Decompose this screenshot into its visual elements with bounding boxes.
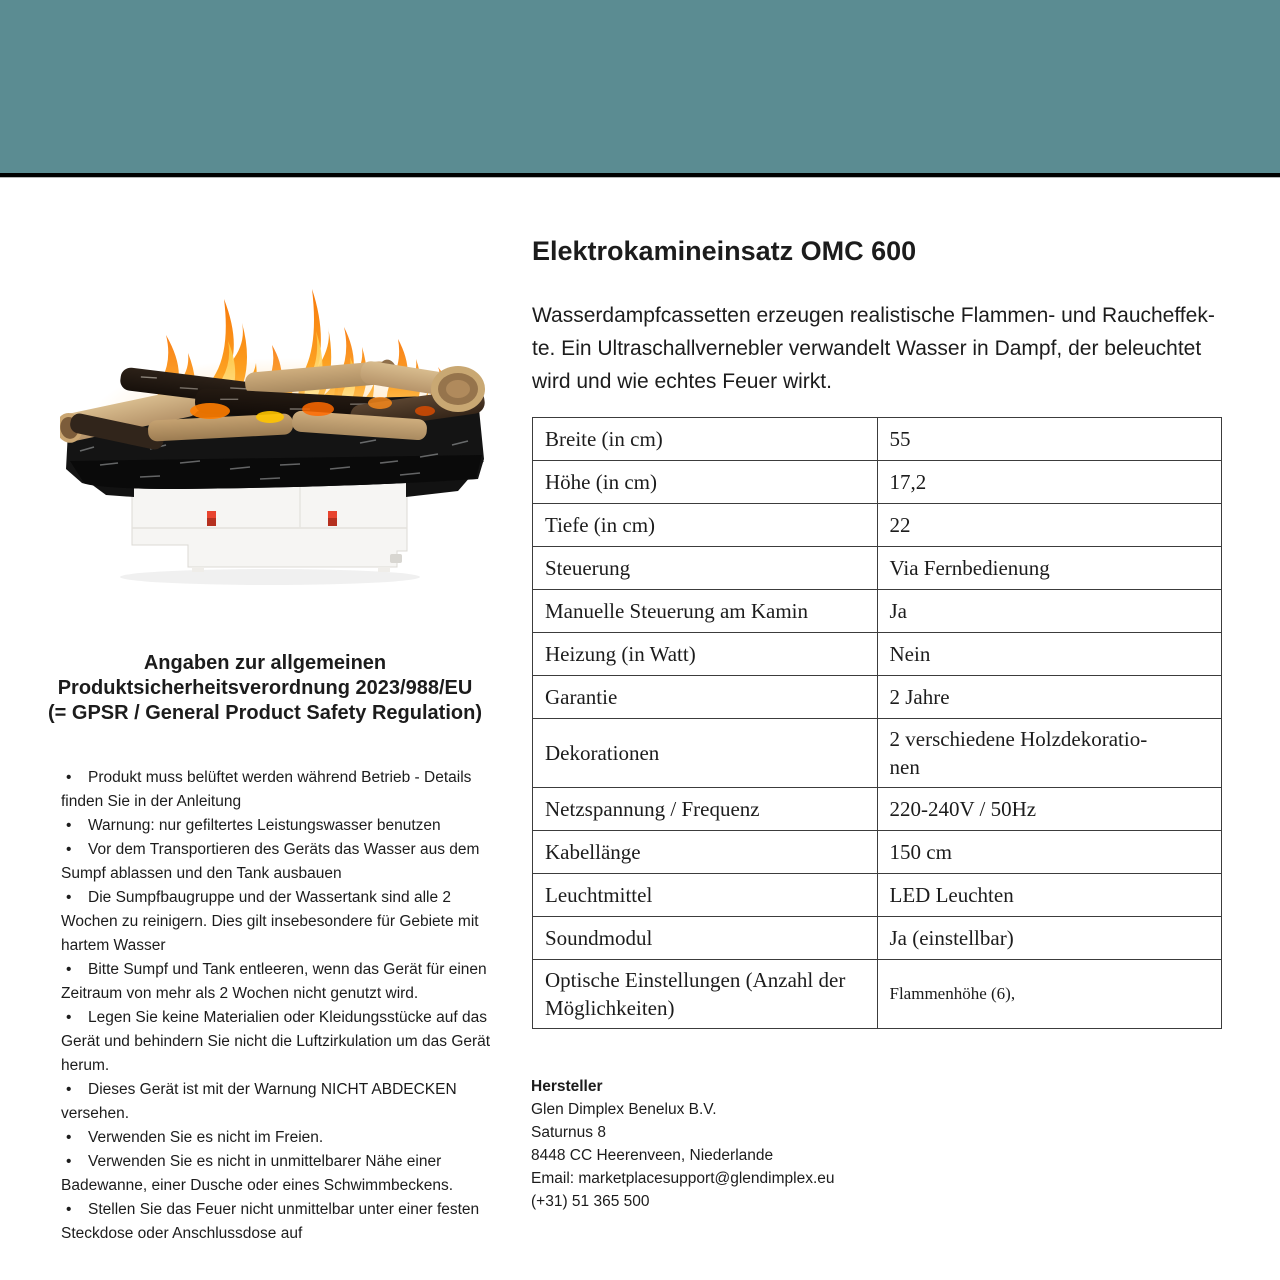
spec-label-cell: Optische Einstellungen (Anzahl der Möglichkeiten): [533, 960, 878, 1029]
spec-label-cell: Heizung (in Watt): [533, 633, 878, 676]
gpsr-list: [61, 766, 501, 1246]
spec-row: [533, 418, 1222, 461]
bullet-text: Bitte Sumpf und Tank entleeren, wenn das Gerät für einen Zeitraum von mehr als 2 Wochen nicht genutzt wird.: [61, 961, 487, 1002]
specs-table: [532, 417, 1222, 1029]
manufacturer-lines: [531, 1098, 835, 1213]
bullet-text: Die Sumpfbaugruppe und der Wassertank sind alle 2 Wochen zu reinigern. Dies gilt insebesondere für Gebiete mit hartem Wasser: [61, 889, 479, 954]
spec-label-cell: Netzspannung / Frequenz: [533, 788, 878, 831]
bullet-text: Dieses Gerät ist mit der Warnung NICHT ABDECKEN versehen.: [61, 1081, 457, 1122]
gpsr-heading-line: Angaben zur allgemeinen: [143, 652, 387, 674]
bullet-icon: •: [66, 1129, 72, 1146]
bullet-icon: •: [66, 1081, 72, 1098]
bullet-text: Warnung: nur gefiltertes Leistungswasser benutzen: [88, 817, 441, 834]
list-item: [61, 814, 501, 838]
bullet-icon: •: [66, 817, 72, 834]
bullet-icon: •: [66, 769, 72, 786]
bullet-text: Vor dem Transportieren des Geräts das Wasser aus dem Sumpf ablassen und den Tank ausbauen: [61, 841, 480, 882]
list-item: [61, 1006, 501, 1078]
spec-row: [533, 633, 1222, 676]
bullet-icon: •: [66, 1009, 72, 1026]
spec-row: [533, 461, 1222, 504]
gpsr-heading-line: Produktsicherheitsverordnung 2023/988/EU: [57, 677, 473, 699]
spec-row: [533, 874, 1222, 917]
bullet-icon: •: [66, 841, 72, 858]
list-item: [61, 766, 501, 814]
spec-value-cell: Via Fernbedienung: [877, 547, 1222, 590]
spec-label-cell: Kabellänge: [533, 831, 878, 874]
spec-value-cell: Ja: [877, 590, 1222, 633]
list-item: [61, 838, 501, 886]
header-band: [0, 0, 1280, 173]
fireplace-insert-graphic: [60, 283, 500, 613]
list-item: [61, 1198, 501, 1246]
spec-label-cell: Breite (in cm): [533, 418, 878, 461]
spec-label-cell: Manuelle Steuerung am Kamin: [533, 590, 878, 633]
spec-row: [533, 788, 1222, 831]
spec-row: [533, 590, 1222, 633]
manufacturer-line: Email: marketplacesupport@glendimplex.eu: [531, 1170, 835, 1187]
list-item: [61, 1078, 501, 1126]
manufacturer-line: (+31) 51 365 500: [531, 1193, 650, 1210]
bullet-icon: •: [66, 889, 72, 906]
bullet-icon: •: [66, 1201, 72, 1218]
spec-row: [533, 960, 1222, 1029]
spec-label-cell: Dekorationen: [533, 719, 878, 788]
gpsr-heading: [30, 651, 500, 726]
list-item: [61, 1126, 501, 1150]
shadow: [120, 569, 420, 585]
product-description: Wasserdampfcassetten erzeugen realistische Flammen- und Raucheffekte. Ein Ultraschallvernebler verwandelt Wasser in Dampf, der beleuchtet wird und wie echtes Feuer wirkt.: [532, 304, 1215, 393]
manufacturer-line: Saturnus 8: [531, 1124, 606, 1141]
page-title: Elektrokamineinsatz OMC 600: [532, 236, 917, 266]
spec-value-cell: 220-240V / 50Hz: [877, 788, 1222, 831]
spec-value-cell: 2 verschiedene Holzdekorationen: [877, 719, 1222, 788]
product-image: [60, 283, 500, 613]
manufacturer-block: [531, 1075, 835, 1213]
bullet-icon: •: [66, 1153, 72, 1170]
list-item: [61, 1150, 501, 1198]
spec-value-cell: 17,2: [877, 461, 1222, 504]
spec-value-cell: Ja (einstellbar): [877, 917, 1222, 960]
spec-label-cell: Tiefe (in cm): [533, 504, 878, 547]
spec-value-cell: Nein: [877, 633, 1222, 676]
manufacturer-line: 8448 CC Heerenveen, Niederlande: [531, 1147, 774, 1164]
spec-row: [533, 719, 1222, 788]
bullet-text: Stellen Sie das Feuer nicht unmittelbar unter einer festen Steckdose oder Anschlussdose auf: [61, 1201, 480, 1242]
spec-value-cell: 55: [877, 418, 1222, 461]
specs-table-body: [533, 418, 1222, 1029]
base-unit-graphic: [132, 478, 407, 572]
spec-row: [533, 917, 1222, 960]
header-divider: [0, 173, 1280, 178]
spec-value-cell: 2 Jahre: [877, 676, 1222, 719]
bullet-text: Legen Sie keine Materialien oder Kleidungsstücke auf das Gerät und behindern Sie nicht die Luftzirkulation um das Gerät herum.: [61, 1009, 491, 1074]
manufacturer-line: Glen Dimplex Benelux B.V.: [531, 1101, 717, 1118]
spec-value-cell: LED Leuchten: [877, 874, 1222, 917]
spec-row: [533, 504, 1222, 547]
spec-row: [533, 547, 1222, 590]
bullet-text: Produkt muss belüftet werden während Betrieb - Details finden Sie in der Anleitung: [61, 769, 472, 810]
spec-label-cell: Leuchtmittel: [533, 874, 878, 917]
manufacturer-heading: Hersteller: [531, 1078, 603, 1095]
spec-value-cell: Flammenhöhe (6),: [877, 960, 1222, 1029]
list-item: [61, 886, 501, 958]
bullet-text: Verwenden Sie es nicht im Freien.: [88, 1129, 324, 1146]
spec-row: [533, 676, 1222, 719]
spec-label-cell: Steuerung: [533, 547, 878, 590]
red-clip: [207, 511, 216, 518]
list-item: [61, 958, 501, 1006]
spec-value-cell: 22: [877, 504, 1222, 547]
bullet-text: Verwenden Sie es nicht in unmittelbarer Nähe einer Badewanne, einer Dusche oder eines Schwimmbeckens.: [61, 1153, 454, 1194]
spec-label-cell: Garantie: [533, 676, 878, 719]
spec-row: [533, 831, 1222, 874]
gpsr-heading-line: (= GPSR / General Product Safety Regulation): [48, 702, 482, 724]
spec-label-cell: Soundmodul: [533, 917, 878, 960]
spec-label-cell: Höhe (in cm): [533, 461, 878, 504]
bullet-icon: •: [66, 961, 72, 978]
red-clip: [328, 511, 337, 518]
spec-value-cell: 150 cm: [877, 831, 1222, 874]
